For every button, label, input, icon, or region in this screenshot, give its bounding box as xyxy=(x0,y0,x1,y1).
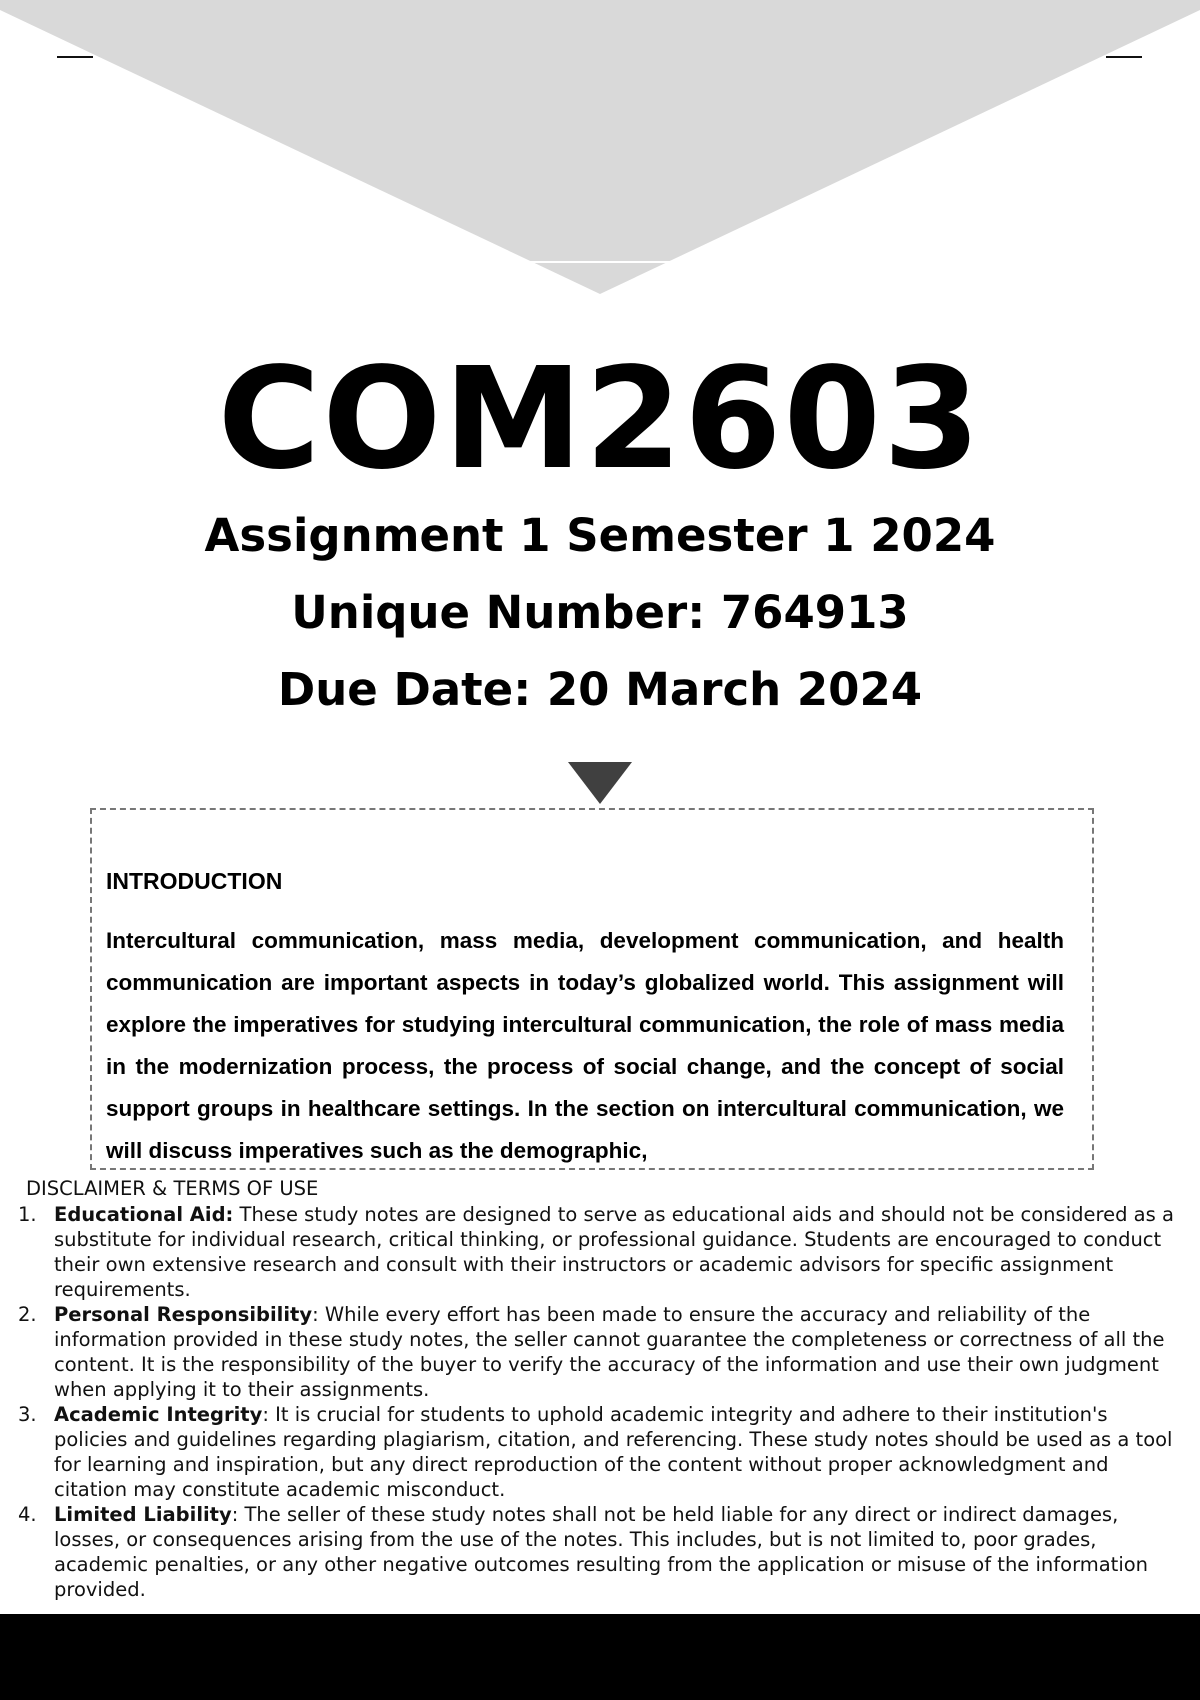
item-number: 2. xyxy=(18,1303,37,1326)
item-text: These study notes are designed to serve as educational aids and should not be considered as a substitute for individual research, critical thinking, or professional guidance. Students are encouraged to conduct their own extensive research and consult with their instructors or academic advisors for specific assignment requirements. xyxy=(54,1203,1174,1301)
item-label: Personal Responsibility xyxy=(54,1303,313,1326)
disclaimer-list xyxy=(0,1202,1200,1602)
down-triangle-icon xyxy=(568,762,632,804)
disclaimer-heading: DISCLAIMER & TERMS OF USE xyxy=(26,1177,319,1200)
due-date-line: Due Date: 20 March 2024 xyxy=(277,663,923,716)
introduction-box xyxy=(90,808,1094,1170)
corner-rule-right xyxy=(1106,56,1142,58)
introduction-text: Intercultural communication, mass media, development communication, and health communication are important aspects in today’s globalized world. This assignment will explore the imperatives for studying intercultural communication, the role of mass media in the modernization process, the process of social change, and the concept of social support groups in healthcare settings. In the section on intercultural communication, we will discuss imperatives such as the demographic, xyxy=(106,928,1064,1163)
item-label: Educational Aid: xyxy=(54,1203,234,1226)
item-label: Limited Liability xyxy=(54,1503,232,1526)
item-number: 3. xyxy=(18,1403,37,1426)
course-code: COM2603 xyxy=(217,338,983,501)
banner-chevron xyxy=(0,0,1200,300)
footer-bar xyxy=(0,1614,1200,1700)
disclaimer-item-educational-aid xyxy=(0,1202,1200,1302)
disclaimer-item-personal-responsibility xyxy=(0,1302,1200,1402)
item-label: Academic Integrity xyxy=(54,1403,263,1426)
assignment-line: Assignment 1 Semester 1 2024 xyxy=(204,509,996,562)
corner-rule-left xyxy=(57,56,93,58)
item-number: 1. xyxy=(18,1203,37,1226)
item-text: : The seller of these study notes shall not be held liable for any direct or indirect damages, losses, or consequences arising from the use of the notes. This includes, but is not limited to, poor grades, academic penalties, or any other negative outcomes resulting from the application or misuse of the information provided. xyxy=(54,1503,1149,1601)
disclaimer-item-limited-liability xyxy=(0,1502,1200,1602)
item-number: 4. xyxy=(18,1503,37,1526)
introduction-heading: INTRODUCTION xyxy=(106,868,283,894)
item-text: : It is crucial for students to uphold academic integrity and adhere to their institution's policies and guidelines regarding plagiarism, citation, and referencing. These study notes should be used as a tool for learning and inspiration, but any direct reproduction of the content without proper acknowledgment and citation may constitute academic misconduct. xyxy=(54,1403,1173,1501)
unique-number-line: Unique Number: 764913 xyxy=(291,586,909,639)
item-text: : While every effort has been made to ensure the accuracy and reliability of the information provided in these study notes, the seller cannot guarantee the completeness or correctness of all the content. It is the responsibility of the buyer to verify the accuracy of the information and use their own judgment when applying it to their assignments. xyxy=(54,1303,1165,1401)
disclaimer-item-academic-integrity xyxy=(0,1402,1200,1502)
